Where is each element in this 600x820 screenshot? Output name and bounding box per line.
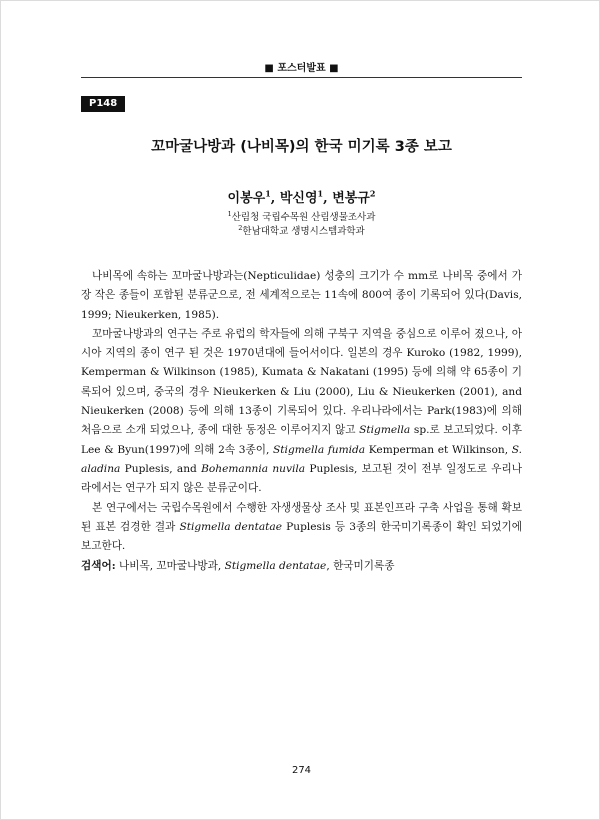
abstract-paragraph-2: [81, 325, 522, 499]
text-run: sp.로 보고되었다. 이후 Lee & Byun(1997)에 의해 2속 3종이,: [81, 424, 522, 456]
species-name: S. aladina: [81, 443, 523, 475]
author-affiliation-mark: 2: [369, 188, 376, 199]
keywords-text: , 한국미기록종: [326, 560, 395, 572]
keywords-species: Stigmella dentatae: [224, 560, 327, 572]
author-separator: ,: [270, 191, 280, 206]
affiliation-text: 한남대학교 생명시스템과학과: [242, 226, 365, 237]
abstract-paragraph-3: [81, 499, 522, 557]
author-affiliation-mark: 1: [317, 188, 324, 199]
species-name: Bohemannia nuvila: [201, 462, 306, 475]
affiliation-mark: 2: [238, 223, 243, 232]
affiliation-line: [81, 209, 522, 223]
keywords-line: [81, 557, 522, 576]
text-run: Puplesis, 보고된 것이 전부 일정도로 우리나라에서는 연구가 되지 않은 분류군이다.: [81, 462, 522, 495]
author-separator: ,: [323, 191, 333, 206]
species-name: Stigmella fumida: [273, 443, 366, 456]
text-run: 본 연구에서는 국립수목원에서 수행한 자생생물상 조사 및 표본인프라 구축 사업을 통해 확보된 표본 검경한 결과: [81, 501, 522, 533]
abstract-body: [81, 267, 522, 556]
author-name: 변봉규: [332, 191, 370, 206]
text-run: 꼬마굴나방과의 연구는 주로 유럽의 학자들에 의해 구북구 지역을 중심으로 이루어 졌으나, 아시아 지역의 종이 연구 된 것은 1970년대에 들어서이다. 일본의 경우 Kuroko (1982, 1999), Kemperman & Wilkinson (1985), Kumata & Nakatani (1995) 등에 의해 약 65종이 기록되어 있으며, 중국의 경우 Nieukerken & Liu (2000), Liu & Nieukerken (2001), and Nieukerken (2008) 등에 의해 13종이 기록되어 있다. 우리나라에서는 Park(1983)에 의해 처음으로 소개 되었으나, 종에 대한 동정은 이루어지지 않고: [81, 327, 522, 437]
section-header: ■ 포스터발표 ■: [264, 63, 339, 74]
keywords-text: 나비목, 꼬마굴나방과,: [115, 560, 225, 572]
paper-title: 꼬마굴나방과 (나비목)의 한국 미기록 3종 보고: [151, 139, 452, 155]
affiliation-text: 산림청 국립수목원 산림생물조사과: [231, 212, 376, 223]
affiliation-mark: 1: [227, 209, 232, 218]
species-name: Stigmella dentatae: [179, 520, 282, 533]
text-run: Kemperman et Wilkinson,: [365, 443, 512, 456]
abstract-paragraph-1: 나비목에 속하는 꼬마굴나방과는(Nepticulidae) 성충의 크기가 수 mm로 나비목 중에서 가장 작은 종들이 포함된 분류군으로, 전 세계적으로는 11속에 800여 종이 기록되어 있다(Davis, 1999; Nieukerken, 1985).: [81, 270, 522, 321]
author-name: 박신영: [279, 191, 318, 206]
text-run: Puplesis 등 3종의 한국미기록종이 확인 되었기에 보고한다.: [81, 520, 522, 553]
text-run: Puplesis, and: [120, 462, 202, 475]
author-name: 이봉우: [227, 191, 266, 206]
author-list: [81, 187, 522, 206]
page-number: 274: [291, 765, 312, 776]
poster-id-badge: P148: [81, 96, 125, 112]
affiliation-line: [81, 223, 522, 237]
author-affiliation-mark: 1: [265, 188, 271, 199]
keywords-label: 검색어:: [81, 560, 116, 572]
species-name: Stigmella: [359, 424, 411, 437]
header-divider: [81, 77, 522, 78]
